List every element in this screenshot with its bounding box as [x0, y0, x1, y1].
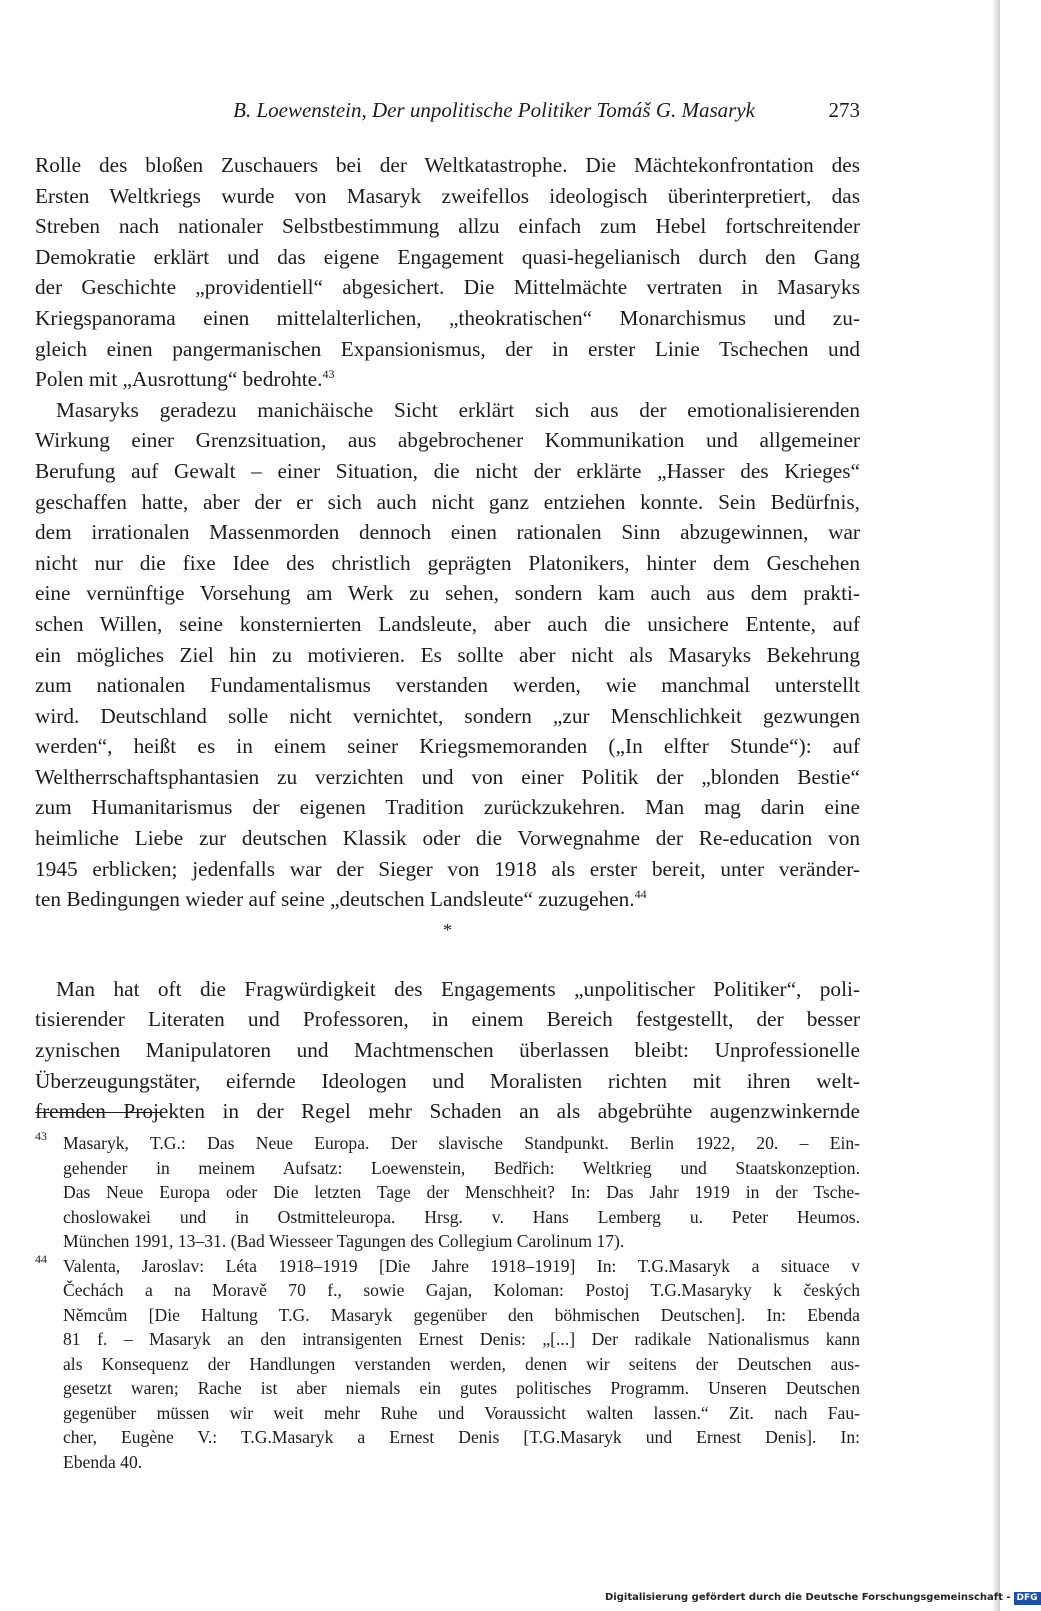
text-line: geschaffen hatte, aber der er sich auch nicht ganz entziehen konnte. Sein Bedürfnis, [35, 489, 860, 514]
text-line: Wirkung einer Grenzsituation, aus abgebrochener Kommunikation und allgemeiner [35, 428, 860, 453]
footnote-ref-43[interactable]: 43 [322, 367, 335, 382]
footnote-line: choslowakei und in Ostmitteleuropa. Hrsg. v. Hans Lemberg u. Peter Heumos. [63, 1206, 860, 1227]
footnote-line: gegenüber müssen wir weit mehr Ruhe und Voraussicht walten lassen.“ Zit. nach Fau- [63, 1402, 860, 1423]
text-line: eine vernünftige Vorsehung am Werk zu sehen, sondern kam auch aus dem prakti- [35, 581, 860, 606]
footnote-ref-44[interactable]: 44 [634, 887, 647, 902]
footnotes [35, 1131, 860, 1474]
footnote-number: 44 [35, 1251, 47, 1266]
footnote-line: Ebenda 40. [63, 1451, 143, 1472]
text-line: Überzeugungstäter, eifernde Ideologen und Moralisten richten mit ihren welt- [35, 1068, 860, 1093]
page-edge-shadow [992, 0, 1000, 1611]
footnote-line: Das Neue Europa oder Die letzten Tage der Menschheit? In: Das Jahr 1919 in der Tsche- [63, 1182, 860, 1202]
text-line-content: ten Bedingungen wieder auf seine „deutschen Landsleute“ zuzugehen. [35, 887, 635, 912]
running-title: B. Loewenstein, Der unpolitische Politiker Tomáš G. Masaryk [233, 98, 755, 122]
digitization-credit [605, 1592, 1038, 1611]
footnote-rule [35, 1112, 160, 1113]
text-line: Man hat oft die Fragwürdigkeit des Engagements „unpolitischer Politiker“, poli- [56, 976, 860, 1001]
text-line: zum nationalen Fundamentalismus verstanden werden, wie manchmal unterstellt [35, 673, 860, 698]
text-line: tisierender Literaten und Professoren, in einem Bereich festgestellt, der besser [35, 1007, 860, 1032]
credit-text: Digitalisierung gefördert durch die Deutsche Forschungsgemeinschaft - [605, 1592, 1011, 1603]
text-line: Streben nach nationaler Selbstbestimmung allzu einfach zum Hebel fortschreitender [35, 214, 860, 239]
text-line: nicht nur die fixe Idee des christlich geprägten Platonikers, hinter dem Geschehen [35, 550, 860, 575]
footnote-line: Čechách a na Moravě 70 f., sowie Gajan, Koloman: Postoj T.G.Masaryky k českých [63, 1280, 860, 1300]
text-line [35, 884, 860, 915]
footnote-line: gehender in meinem Aufsatz: Loewenstein, Bedřich: Weltkrieg und Staatskonzeption. [63, 1157, 860, 1178]
text-line: 1945 erblicken; jedenfalls war der Sieger von 1918 als erster bereit, unter veränder- [35, 856, 860, 881]
text-line: Demokratie erklärt und das eigene Engagement quasi-hegelianisch durch den Gang [35, 244, 860, 269]
text-line: fremden Projekten in der Regel mehr Schaden an als abgebrühte augenzwinkernde [35, 1099, 860, 1124]
text-line: dem irrationalen Massenmorden dennoch einen rationalen Sinn abzugewinnen, war [35, 520, 860, 545]
paragraph-1 [35, 150, 860, 395]
dfg-logo: DFG [1014, 1592, 1041, 1605]
text-line: Kriegspanorama einen mittelalterlichen, „theokratischen“ Monarchismus und zu- [35, 305, 860, 330]
text-line: heimliche Liebe zur deutschen Klassik oder die Vorwegnahme der Re-education von [35, 826, 860, 851]
footnote-line: Němcům [Die Haltung T.G. Masaryk gegenüber den böhmischen Deutschen]. In: Ebenda [63, 1304, 860, 1325]
footnote-44 [35, 1251, 860, 1475]
footnote-number: 43 [35, 1129, 47, 1143]
text-line-content: Polen mit „Ausrottung“ bedrohte. [35, 367, 323, 392]
footnote-line: cher, Eugène V.: T.G.Masaryk a Ernest Denis [T.G.Masaryk und Ernest Denis]. In: [63, 1427, 860, 1447]
text-line: gleich einen pangermanischen Expansionismus, der in erster Linie Tschechen und [35, 336, 860, 361]
page-number: 273 [828, 98, 860, 122]
text-line: werden“, heißt es in einem seiner Kriegsmemoranden („In elfter Stunde“): auf [35, 734, 860, 759]
text-line [35, 364, 860, 395]
text-line: Ersten Weltkriegs wurde von Masaryk zweifellos ideologisch überinterpretiert, das [35, 183, 860, 208]
footnote-line: Masaryk, T.G.: Das Neue Europa. Der slavische Standpunkt. Berlin 1922, 20. – Ein- [63, 1133, 860, 1153]
footnote-43 [35, 1131, 860, 1254]
text-line: zynischen Manipulatoren und Machtmenschen überlassen bleibt: Unprofessionelle [35, 1038, 860, 1063]
text-line: Berufung auf Gewalt – einer Situation, die nicht der erklärte „Hasser des Krieges“ [35, 458, 860, 483]
footnote-line: 81 f. – Masaryk an den intransigenten Ernest Denis: „[...] Der radikale Nationalismus kann [63, 1329, 860, 1349]
paragraph-2 [35, 395, 860, 915]
text-line: Weltherrschaftsphantasien zu verzichten und von einer Politik der „blonden Bestie“ [35, 764, 860, 789]
text-line: Rolle des bloßen Zuschauers bei der Weltkatastrophe. Die Mächtekonfrontation des [35, 153, 860, 177]
running-header [35, 98, 860, 128]
text-line: ein mögliches Ziel hin zu motivieren. Es sollte aber nicht als Masaryks Bekehrung [35, 642, 860, 667]
footnote-line: als Konsequenz der Handlungen verstanden werden, denen wir seitens der Deutschen aus- [63, 1353, 860, 1374]
section-separator: * [443, 919, 452, 940]
text-line: schen Willen, seine konsternierten Landsleute, aber auch die unsichere Entente, auf [35, 611, 860, 636]
text-line: der Geschichte „providentiell“ abgesichert. Die Mittelmächte vertraten in Masaryks [35, 275, 860, 300]
paragraph-3 [35, 974, 860, 1127]
text-line: zum Humanitarismus der eigenen Tradition zurückzukehren. Man mag darin eine [35, 795, 860, 820]
footnote-line: München 1991, 13–31. (Bad Wiesseer Tagungen des Collegium Carolinum 17). [63, 1231, 625, 1251]
footnote-line: Valenta, Jaroslav: Léta 1918–1919 [Die Jahre 1918–1919] In: T.G.Masaryk a situace v [63, 1255, 860, 1276]
footnote-line: gesetzt waren; Rache ist aber niemals ein gutes politisches Programm. Unseren Deutschen [63, 1378, 860, 1398]
text-line: Masaryks geradezu manichäische Sicht erklärt sich aus der emotionalisierenden [56, 397, 860, 422]
main-text [35, 150, 860, 1127]
text-line: wird. Deutschland solle nicht vernichtet, sondern „zur Menschlichkeit gezwungen [35, 703, 860, 728]
